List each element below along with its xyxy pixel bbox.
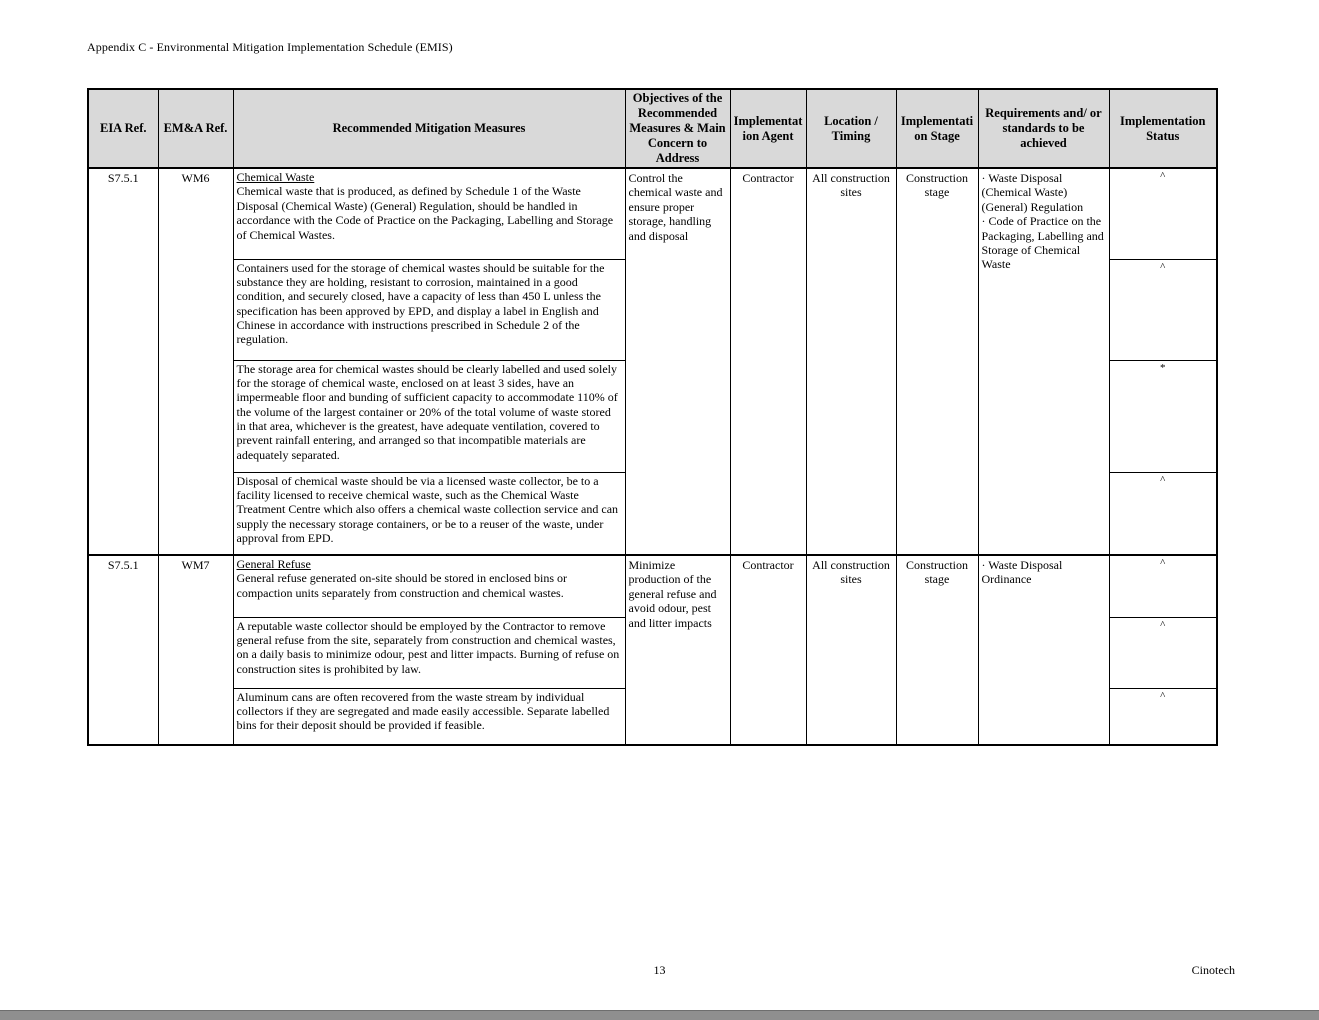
status-cell: ^: [1109, 168, 1217, 259]
measure-cell: [233, 168, 625, 259]
measure-cell: [233, 555, 625, 617]
objectives-cell: Minimize production of the general refuse and avoid odour, pest and litter impacts: [625, 555, 730, 745]
col-header-requirements: Requirements and/ or standards to be achieved: [978, 89, 1109, 168]
requirements-cell: [978, 168, 1109, 555]
table-row: [88, 168, 1217, 259]
requirement-item: · Code of Practice on the Packaging, Labelling and Storage of Chemical Waste: [981, 214, 1104, 272]
measure-cell: Aluminum cans are often recovered from the waste stream by individual collectors if they are segregated and made easily accessible. Separate labelled bins for their deposit should be provided if feasible.: [233, 688, 625, 745]
measure-cell: Disposal of chemical waste should be via a licensed waste collector, be to a facility licensed to receive chemical waste, such as the Chemical Waste Treatment Centre which also offers a chemical waste collection service and can supply the necessary storage containers, or be to a reuser of the waste, under approval from EPD.: [233, 472, 625, 555]
requirements-cell: [978, 555, 1109, 745]
measure-text: General refuse generated on-site should be stored in enclosed bins or compaction units separately from construction and chemical wastes.: [236, 571, 568, 600]
requirement-item: · Waste Disposal Ordinance: [981, 558, 1063, 587]
stage-cell: Construction stage: [896, 555, 978, 745]
company-name: Cinotech: [1191, 963, 1235, 977]
status-cell: *: [1109, 360, 1217, 472]
emis-table: [87, 88, 1218, 746]
table-header-row: [88, 89, 1217, 168]
stage-cell: Construction stage: [896, 168, 978, 555]
measure-cell: Containers used for the storage of chemical wastes should be suitable for the substance they are holding, resistant to corrosion, maintained in a good condition, and securely closed, have a capacity of less than 450 L unless the specification has been approved by EPD, and display a label in English and Chinese in accordance with instructions prescribed in Schedule 2 of the regulation.: [233, 259, 625, 360]
col-header-agent: Implementation Agent: [730, 89, 806, 168]
ema-ref-cell: WM6: [158, 168, 233, 555]
status-cell: ^: [1109, 555, 1217, 617]
table-row: [88, 555, 1217, 617]
eia-ref-cell: S7.5.1: [88, 168, 158, 555]
ema-ref-cell: WM7: [158, 555, 233, 745]
status-cell: ^: [1109, 472, 1217, 555]
measure-text: Chemical waste that is produced, as defined by Schedule 1 of the Waste Disposal (Chemical Waste) (General) Regulation, should be handled in accordance with the Code of Practice on the Packaging, Labelling and Storage of Chemical Wastes.: [236, 184, 614, 242]
objectives-cell: Control the chemical waste and ensure proper storage, handling and disposal: [625, 168, 730, 555]
measure-cell: The storage area for chemical wastes should be clearly labelled and used solely for the storage of chemical waste, enclosed on at least 3 sides, have an impermeable floor and bunding of sufficient capacity to accommodate 110% of the volume of the largest container or 20% of the total volume of waste stored in that area, whichever is the greatest, have adequate ventilation, covered to prevent rainfall entering, and arranged so that incompatible materials are adequately separated.: [233, 360, 625, 472]
col-header-stage: Implementation Stage: [896, 89, 978, 168]
page-number: 13: [653, 963, 666, 977]
agent-cell: Contractor: [730, 168, 806, 555]
col-header-ema-ref: EM&A Ref.: [158, 89, 233, 168]
measure-title: Chemical Waste: [236, 170, 315, 184]
status-cell: ^: [1109, 688, 1217, 745]
requirement-item: · Waste Disposal (Chemical Waste) (General) Regulation: [981, 171, 1084, 214]
page-footer: [0, 963, 1319, 979]
eia-ref-cell: S7.5.1: [88, 555, 158, 745]
agent-cell: Contractor: [730, 555, 806, 745]
document-title: Appendix C - Environmental Mitigation Implementation Schedule (EMIS): [87, 40, 453, 54]
col-header-eia-ref: EIA Ref.: [88, 89, 158, 168]
location-timing-cell: All construction sites: [806, 555, 896, 745]
col-header-objectives: Objectives of the Recommended Measures & Main Concern to Address: [625, 89, 730, 168]
col-header-measures: Recommended Mitigation Measures: [233, 89, 625, 168]
status-cell: ^: [1109, 617, 1217, 688]
page-bottom-edge: [0, 1010, 1319, 1020]
col-header-location-timing: Location / Timing: [806, 89, 896, 168]
location-timing-cell: All construction sites: [806, 168, 896, 555]
measure-cell: A reputable waste collector should be employed by the Contractor to remove general refuse from the site, separately from construction and chemical wastes, on a daily basis to minimize odour, pest and litter impacts. Burning of refuse on construction sites is prohibited by law.: [233, 617, 625, 688]
status-cell: ^: [1109, 259, 1217, 360]
col-header-status: Implementation Status: [1109, 89, 1217, 168]
measure-title: General Refuse: [236, 557, 311, 571]
